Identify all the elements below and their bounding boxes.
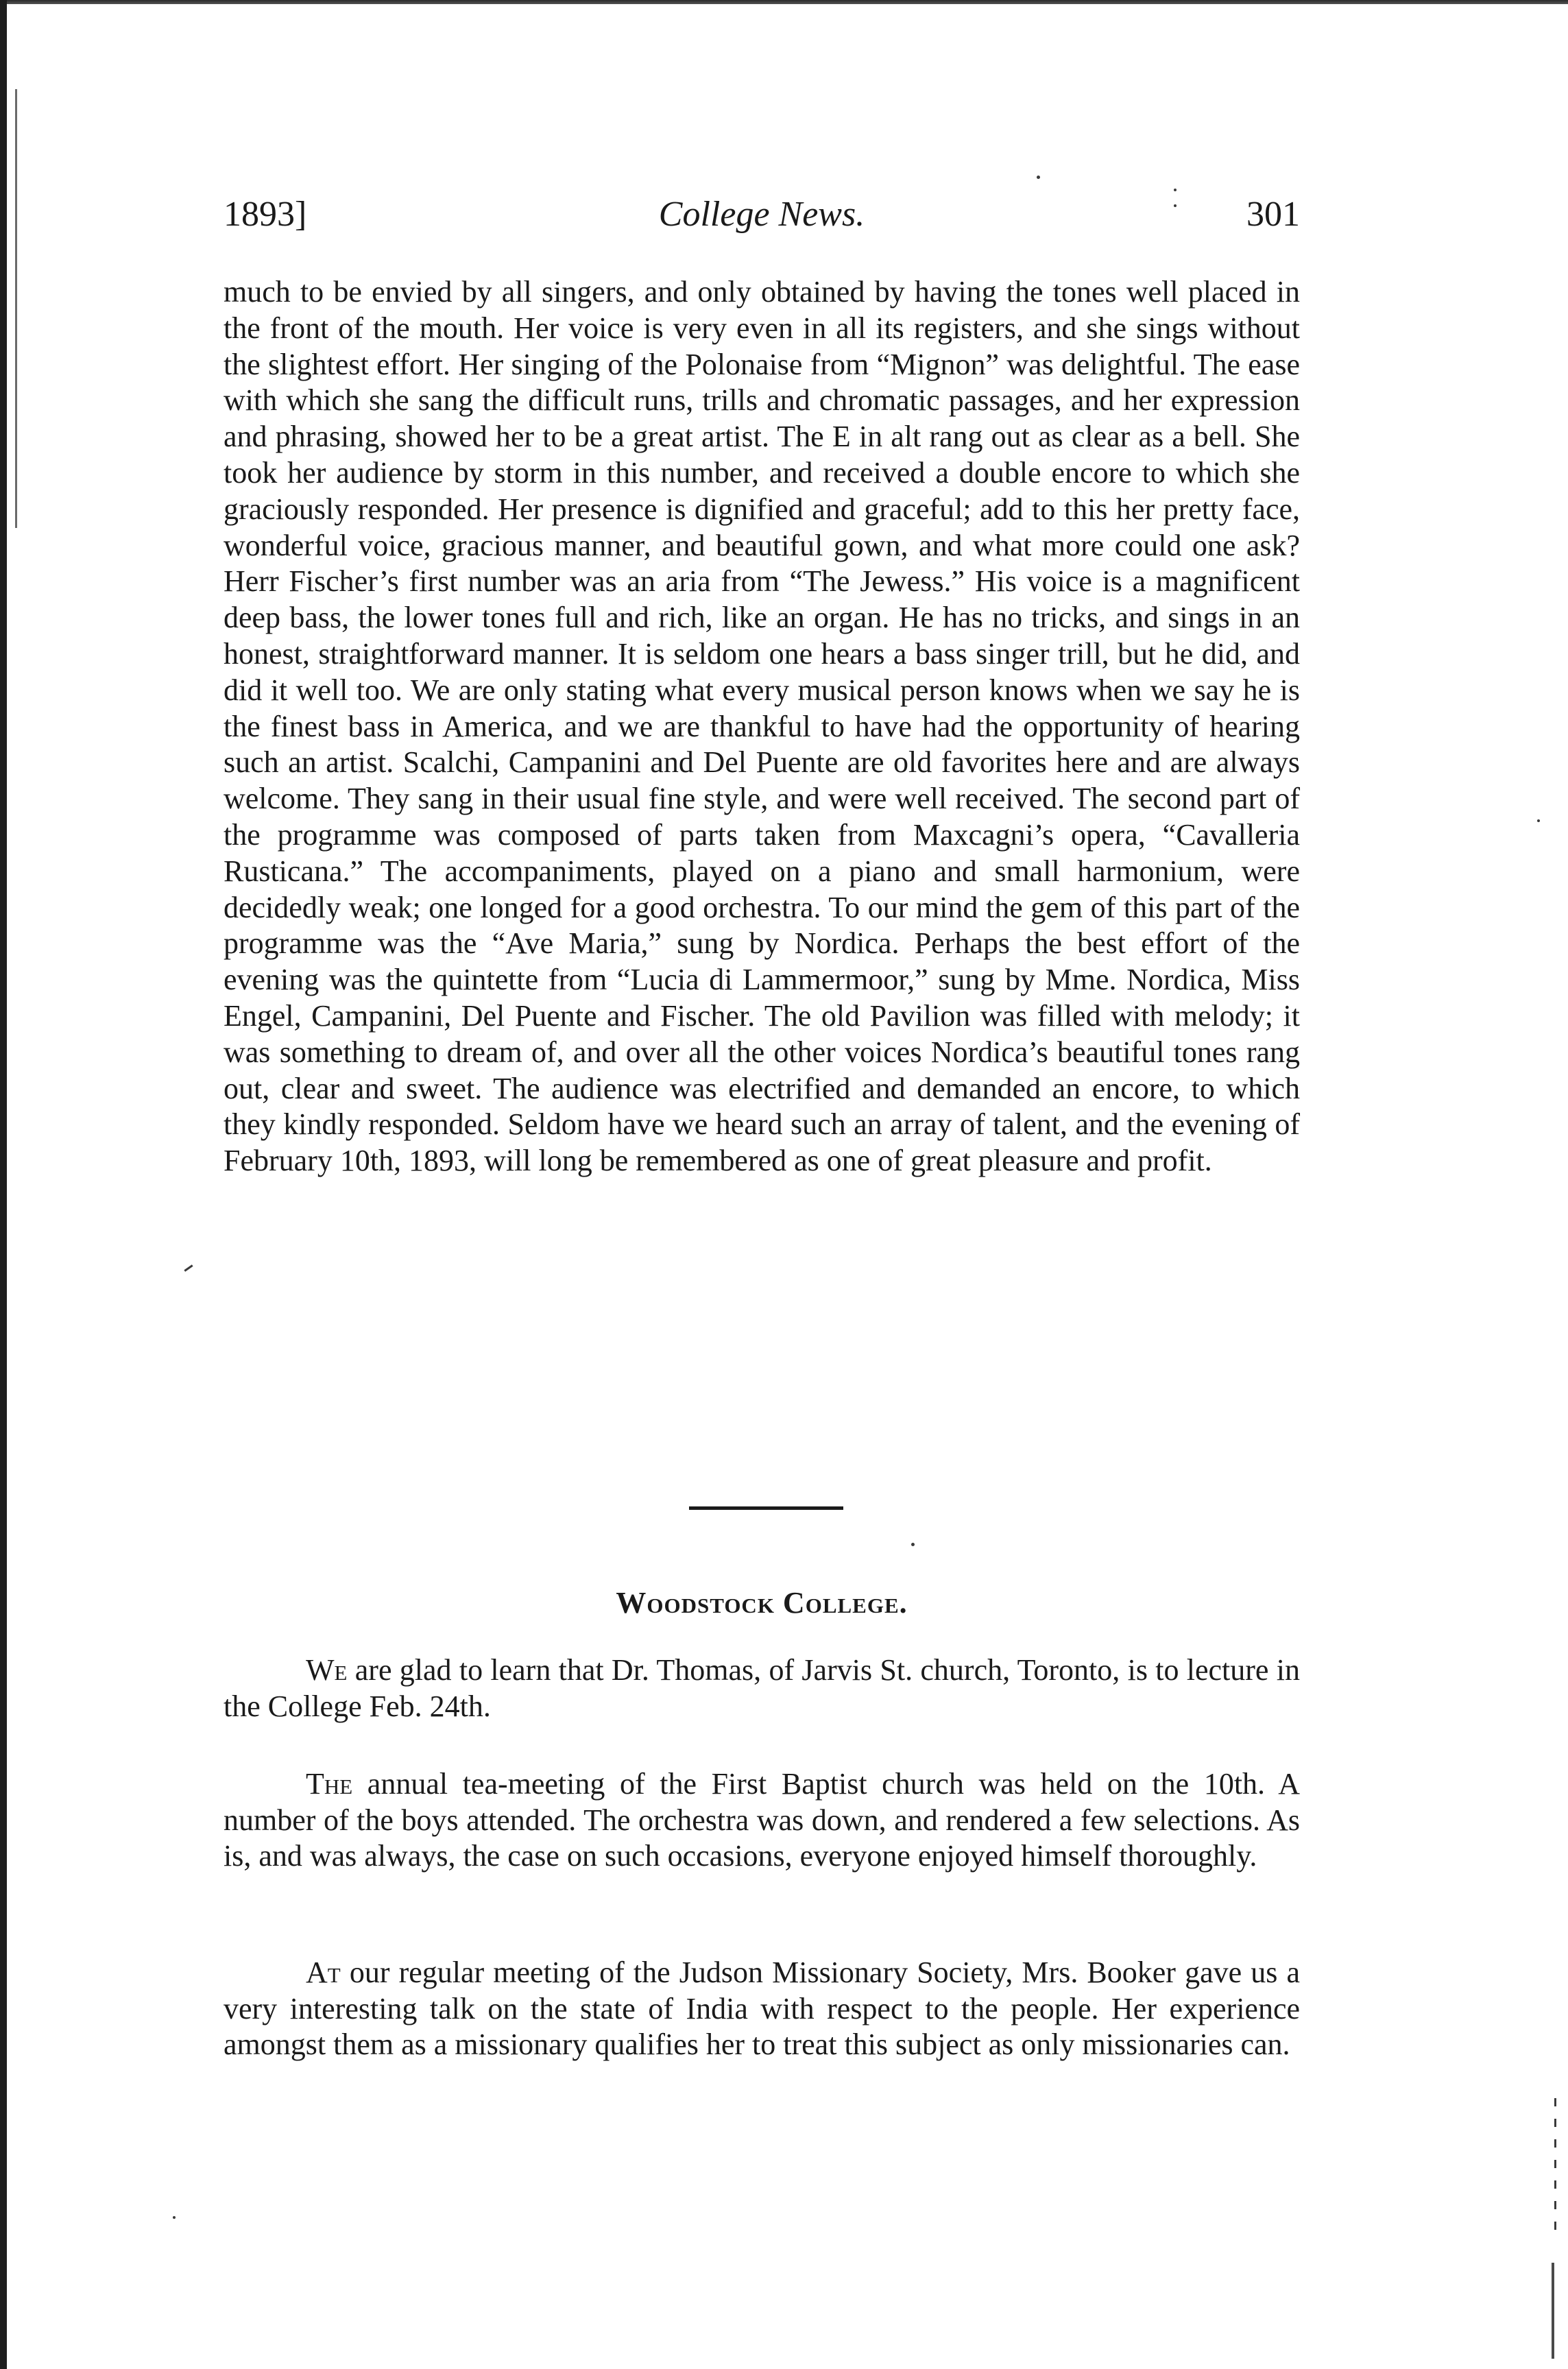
- scan-speck: [1174, 204, 1177, 207]
- article-body: much to be envied by all singers, and only obtained by having the tones well placed in the front of the mouth. Her voice is very even in all its registers, and she sings without the slightest effort. Her singing of the Polonaise from “Mignon” was delightful. The ease with which she sang the difficult runs, trills and chromatic passages, and her expression and phrasing, showed her to be a great artist. The E in alt rang out as clear as a bell. She took her audience by storm in this number, and received a double encore to which she graciously responded. Her presence is dignified and graceful; add to this her pretty face, wonderful voice, gracious manner, and beautiful gown, and what more could one ask? Herr Fischer’s first number was an aria from “The Jewess.” His voice is a magnificent deep bass, the lower tones full and rich, like an organ. He has no tricks, and sings in an honest, straightforward manner. It is seldom one hears a bass singer trill, but he did, and did it well too. We are only stating what every musical person knows when we say he is the finest bass in America, and we are thankful to have had the opportunity of hearing such an artist. Scalchi, Campanini and Del Puente are old favorites here and are always welcome. They sang in their usual fine style, and were well received. The second part of the programme was composed of parts taken from Maxcagni’s opera, “Cavalleria Rusticana.” The accompaniments, played on a piano and small harmonium, were decidedly weak; one longed for a good orchestra. To our mind the gem of this part of the programme was the “Ave Maria,” sung by Nordica. Perhaps the best effort of the evening was the quintette from “Lucia di Lammermoor,” sung by Mme. Nordica, Miss Engel, Campanini, Del Puente and Fischer. The old Pavilion was filled with melody; it was something to dream of, and over all the other voices Nordica’s beautiful tones rang out, clear and sweet. The audience was electrified and demanded an encore, to which they kindly responded. Seldom have we heard such an array of talent, and the evening of February 10th, 1893, will long be remembered as one of great pleasure and profit.: [224, 275, 1300, 1178]
- running-head: [224, 194, 1300, 249]
- news-item: [224, 1955, 1300, 2063]
- scan-speck: [911, 1543, 915, 1546]
- scan-speck: [184, 1264, 193, 1271]
- section-divider: [689, 1506, 843, 1510]
- scan-top-edge: [0, 0, 1568, 4]
- scan-speck: [1537, 819, 1540, 822]
- scan-speck: [1037, 176, 1040, 179]
- header-year: 1893]: [224, 195, 307, 234]
- news-item-lead: The: [306, 1767, 353, 1801]
- news-item-text: are glad to learn that Dr. Thomas, of Jarvis St. church, Toronto, is to lecture in the College Feb. 24th.: [224, 1653, 1300, 1723]
- section-heading: Woodstock College.: [616, 1586, 908, 1620]
- scan-binding-shadow: [15, 89, 17, 528]
- scan-edge-marks: [1554, 2098, 1556, 2235]
- scan-edge-marks: [1552, 2263, 1554, 2359]
- news-item-text: annual tea-meeting of the First Baptist church was held on the 10th. A number of the boys attended. The orchestra was down, and rendered a few selections. As is, and was always, the case on such occasions, everyone enjoyed himself thoroughly.: [224, 1767, 1300, 1873]
- news-item-lead: We: [306, 1653, 348, 1687]
- scan-speck: [173, 2216, 176, 2219]
- news-item-lead: At: [306, 1956, 341, 1989]
- news-item-text: our regular meeting of the Judson Missionary Society, Mrs. Booker gave us a very interesting talk on the state of India with respect to the people. Her experience amongst them as a missionary qualifies her to treat this subject as only missionaries can.: [224, 1956, 1300, 2061]
- scan-speck: [1174, 189, 1177, 191]
- journal-title: College News.: [658, 195, 865, 234]
- news-item: [224, 1652, 1300, 1724]
- scan-left-edge: [0, 0, 7, 2369]
- page-number: 301: [1246, 195, 1300, 234]
- news-item: [224, 1766, 1300, 1875]
